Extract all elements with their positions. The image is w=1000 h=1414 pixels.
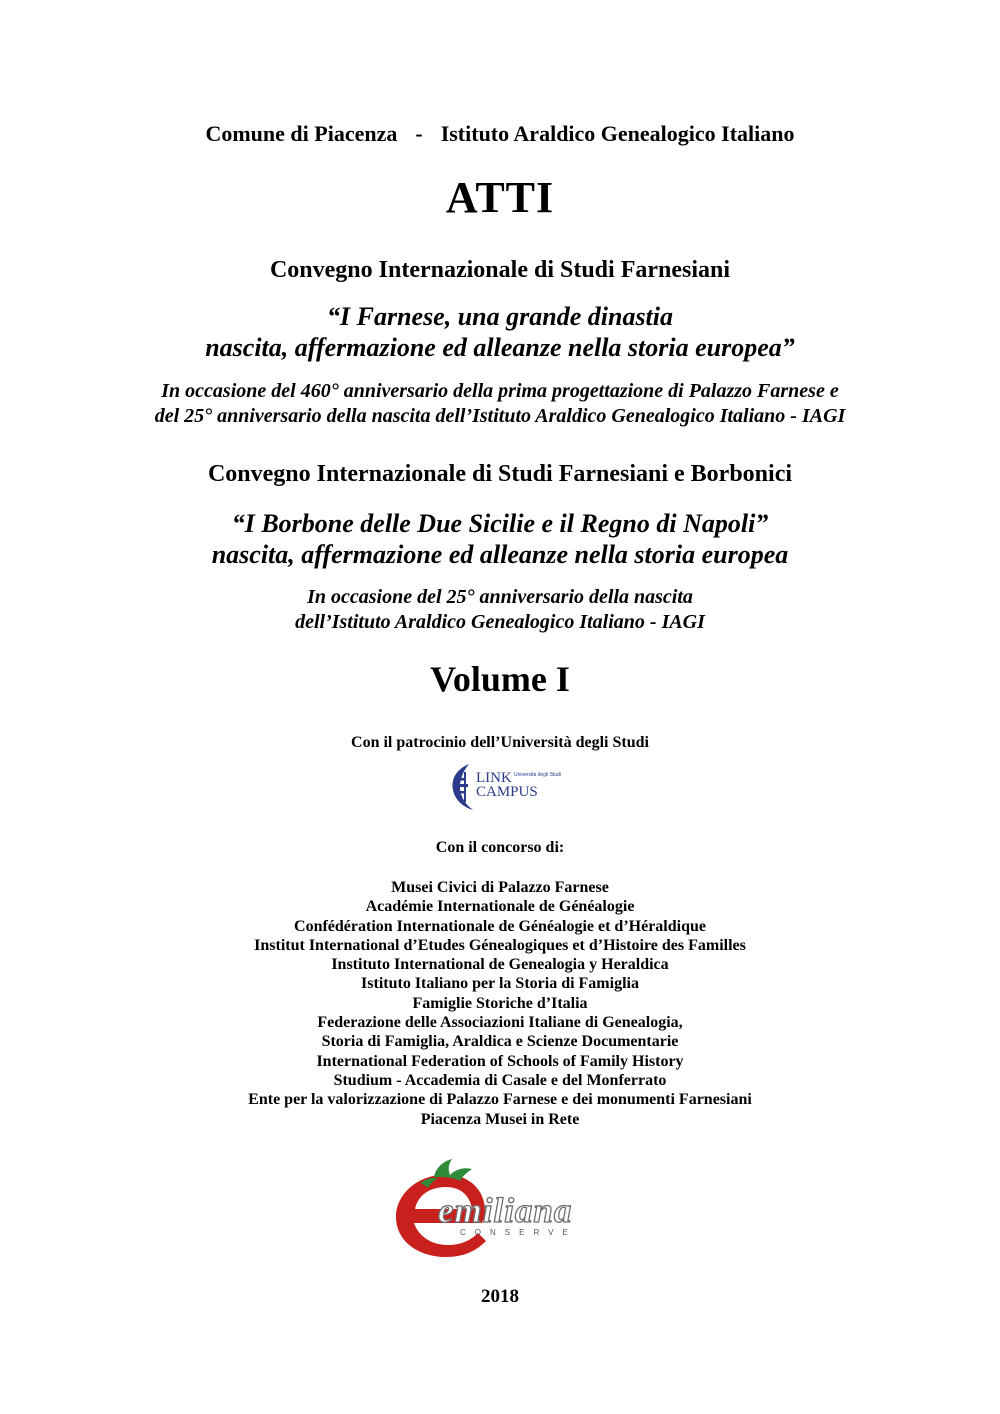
link-campus-small-text: Università degli Studi <box>514 772 561 778</box>
partner-item: Ente per la valorizzazione di Palazzo Farnese e dei monumenti Farnesiani <box>248 1091 752 1109</box>
convegno2-subtitle-line1: “I Borbone delle Due Sicilie e il Regno di Napoli” <box>231 509 769 538</box>
convegno2-title: Convegno Internazionale di Studi Farnesiani e Borbonici <box>207 461 793 487</box>
header-line <box>0 121 1000 147</box>
partner-item: Institut International d’Etudes Génealogiques et d’Histoire des Familles <box>254 936 746 954</box>
convegno1-subtitle-line1: “I Farnese, una grande dinastia <box>326 302 674 331</box>
header-left: Comune di Piacenza <box>205 121 398 146</box>
partners-list <box>0 878 1000 1129</box>
publication-year: 2018 <box>481 1286 519 1307</box>
header-separator: - <box>415 121 423 146</box>
partner-item: International Federation of Schools of Family History <box>316 1052 684 1070</box>
convegno2-occasion <box>0 585 1000 635</box>
partner-item: Instituto International de Genealogia y Heraldica <box>331 956 669 974</box>
partner-item: Storia di Famiglia, Araldica e Scienze Documentarie <box>321 1033 679 1051</box>
partner-item: Studium - Accademia di Casale e del Monferrato <box>333 1071 667 1089</box>
header-right: Istituto Araldico Genealogico Italiano <box>440 121 795 146</box>
convegno2-occasion-line2: dell’Istituto Araldico Genealogico Italiano - IAGI <box>295 611 705 633</box>
emiliana-wordmark: emiliana <box>438 1191 573 1230</box>
convegno1-occasion <box>0 379 1000 429</box>
convegno1-subtitle-line2: nascita, affermazione ed alleanze nella storia europea” <box>205 333 795 362</box>
convegno1-subtitle <box>0 301 1000 363</box>
patrocinio-text: Con il patrocinio dell’Università degli Studi <box>351 734 649 751</box>
partner-item: Federazione delle Associazioni Italiane di Genealogia, <box>317 1014 683 1032</box>
convegno2-occasion-line1: In occasione del 25° anniversario della nascita <box>307 586 693 608</box>
convegno1-occasion-line2: del 25° anniversario della nascita dell’Istituto Araldico Genealogico Italiano - IAGI <box>154 405 846 427</box>
document-title: ATTI <box>445 173 555 222</box>
partner-item: Confédération Internationale de Généalogie et d’Héraldique <box>294 917 706 935</box>
partner-item: Famiglie Storiche d’Italia <box>412 994 588 1012</box>
link-campus-line2: CAMPUS <box>476 784 538 800</box>
partner-item: Piacenza Musei in Rete <box>420 1110 580 1128</box>
convegno2-subtitle-line2: nascita, affermazione ed alleanze nella storia europea <box>211 540 789 569</box>
convegno2-subtitle <box>0 508 1000 570</box>
emiliana-subtext: CONSERVE <box>460 1228 577 1237</box>
partner-item: Istituto Italiano per la Storia di Famiglia <box>361 975 639 993</box>
convegno1-occasion-line1: In occasione del 460° anniversario della prima progettazione di Palazzo Farnese e <box>161 380 839 402</box>
convegno1-title: Convegno Internazionale di Studi Farnesiani <box>269 257 731 283</box>
partner-item: Musei Civici di Palazzo Farnese <box>391 879 609 896</box>
concorso-label: Con il concorso di: <box>435 839 565 856</box>
link-campus-line1: LINK <box>476 770 512 786</box>
partner-item: Académie Internationale de Généalogie <box>365 898 635 916</box>
volume-label: Volume I <box>430 659 570 699</box>
